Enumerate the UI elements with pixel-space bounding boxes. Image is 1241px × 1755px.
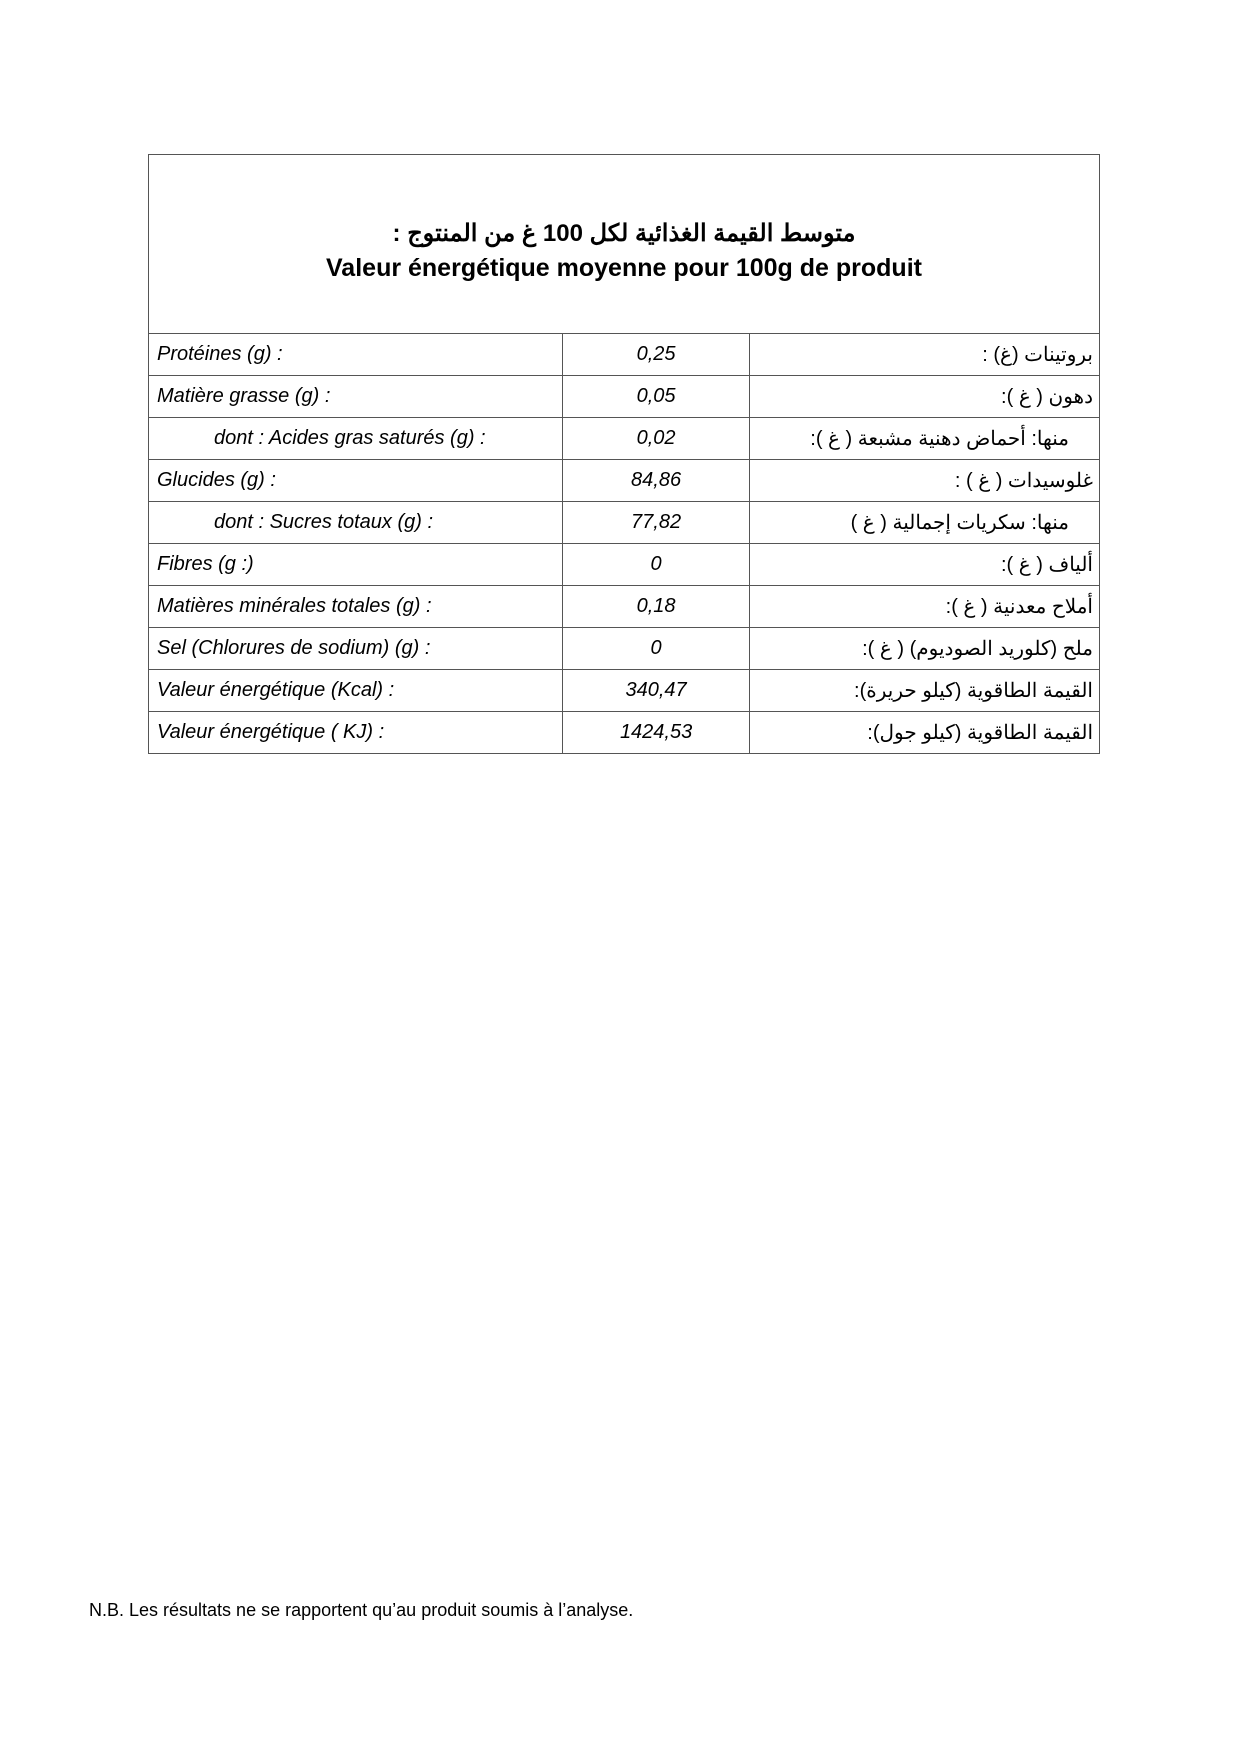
- table-title-arabic: متوسط القيمة الغذائية لكل 100 غ من المنتوج :: [392, 220, 856, 247]
- table-row: [149, 670, 1100, 712]
- table-row: [149, 628, 1100, 670]
- label-french: Valeur énergétique (Kcal) :: [149, 670, 563, 712]
- label-french: dont : Acides gras saturés (g) :: [149, 418, 563, 460]
- label-arabic: ألياف ( غ ):: [749, 544, 1099, 586]
- label-arabic: بروتينات (غ) :: [749, 334, 1099, 376]
- footnote: N.B. Les résultats ne se rapportent qu’au produit soumis à l’analyse.: [89, 1600, 634, 1620]
- table-row: [149, 376, 1100, 418]
- label-french: Valeur énergétique ( KJ) :: [149, 712, 563, 754]
- label-arabic: دهون ( غ ):: [749, 376, 1099, 418]
- table-row: [149, 502, 1100, 544]
- label-arabic: القيمة الطاقوية (كيلو حريرة):: [749, 670, 1099, 712]
- value-cell: 0,25: [563, 334, 750, 376]
- value-cell: 0: [563, 544, 750, 586]
- table-row: [149, 334, 1100, 376]
- value-cell: 0: [563, 628, 750, 670]
- value-cell: 0,02: [563, 418, 750, 460]
- label-arabic: منها: سكريات إجمالية ( غ ): [749, 502, 1099, 544]
- table-row: [149, 712, 1100, 754]
- label-french: Fibres (g :): [149, 544, 563, 586]
- value-cell: 84,86: [563, 460, 750, 502]
- table-row: [149, 544, 1100, 586]
- table-title-french: Valeur énergétique moyenne pour 100g de produit: [326, 254, 922, 282]
- value-cell: 0,05: [563, 376, 750, 418]
- value-cell: 1424,53: [563, 712, 750, 754]
- label-french: Protéines (g) :: [149, 334, 563, 376]
- label-french: Matières minérales totales (g) :: [149, 586, 563, 628]
- label-french: Sel (Chlorures de sodium) (g) :: [149, 628, 563, 670]
- label-arabic: ملح (كلوريد الصوديوم) ( غ ):: [749, 628, 1099, 670]
- label-arabic: منها: أحماض دهنية مشبعة ( غ ):: [749, 418, 1099, 460]
- value-cell: 0,18: [563, 586, 750, 628]
- table-row: [149, 460, 1100, 502]
- label-arabic: أملاح معدنية ( غ ):: [749, 586, 1099, 628]
- label-french: Matière grasse (g) :: [149, 376, 563, 418]
- table-header: [149, 155, 1100, 334]
- table-row: [149, 418, 1100, 460]
- label-french: Glucides (g) :: [149, 460, 563, 502]
- label-arabic: غلوسيدات ( غ ) :: [749, 460, 1099, 502]
- table-row: [149, 586, 1100, 628]
- nutrition-table: [148, 154, 1100, 754]
- value-cell: 340,47: [563, 670, 750, 712]
- label-french: dont : Sucres totaux (g) :: [149, 502, 563, 544]
- value-cell: 77,82: [563, 502, 750, 544]
- label-arabic: القيمة الطاقوية (كيلو جول):: [749, 712, 1099, 754]
- table-header-row: [149, 155, 1100, 334]
